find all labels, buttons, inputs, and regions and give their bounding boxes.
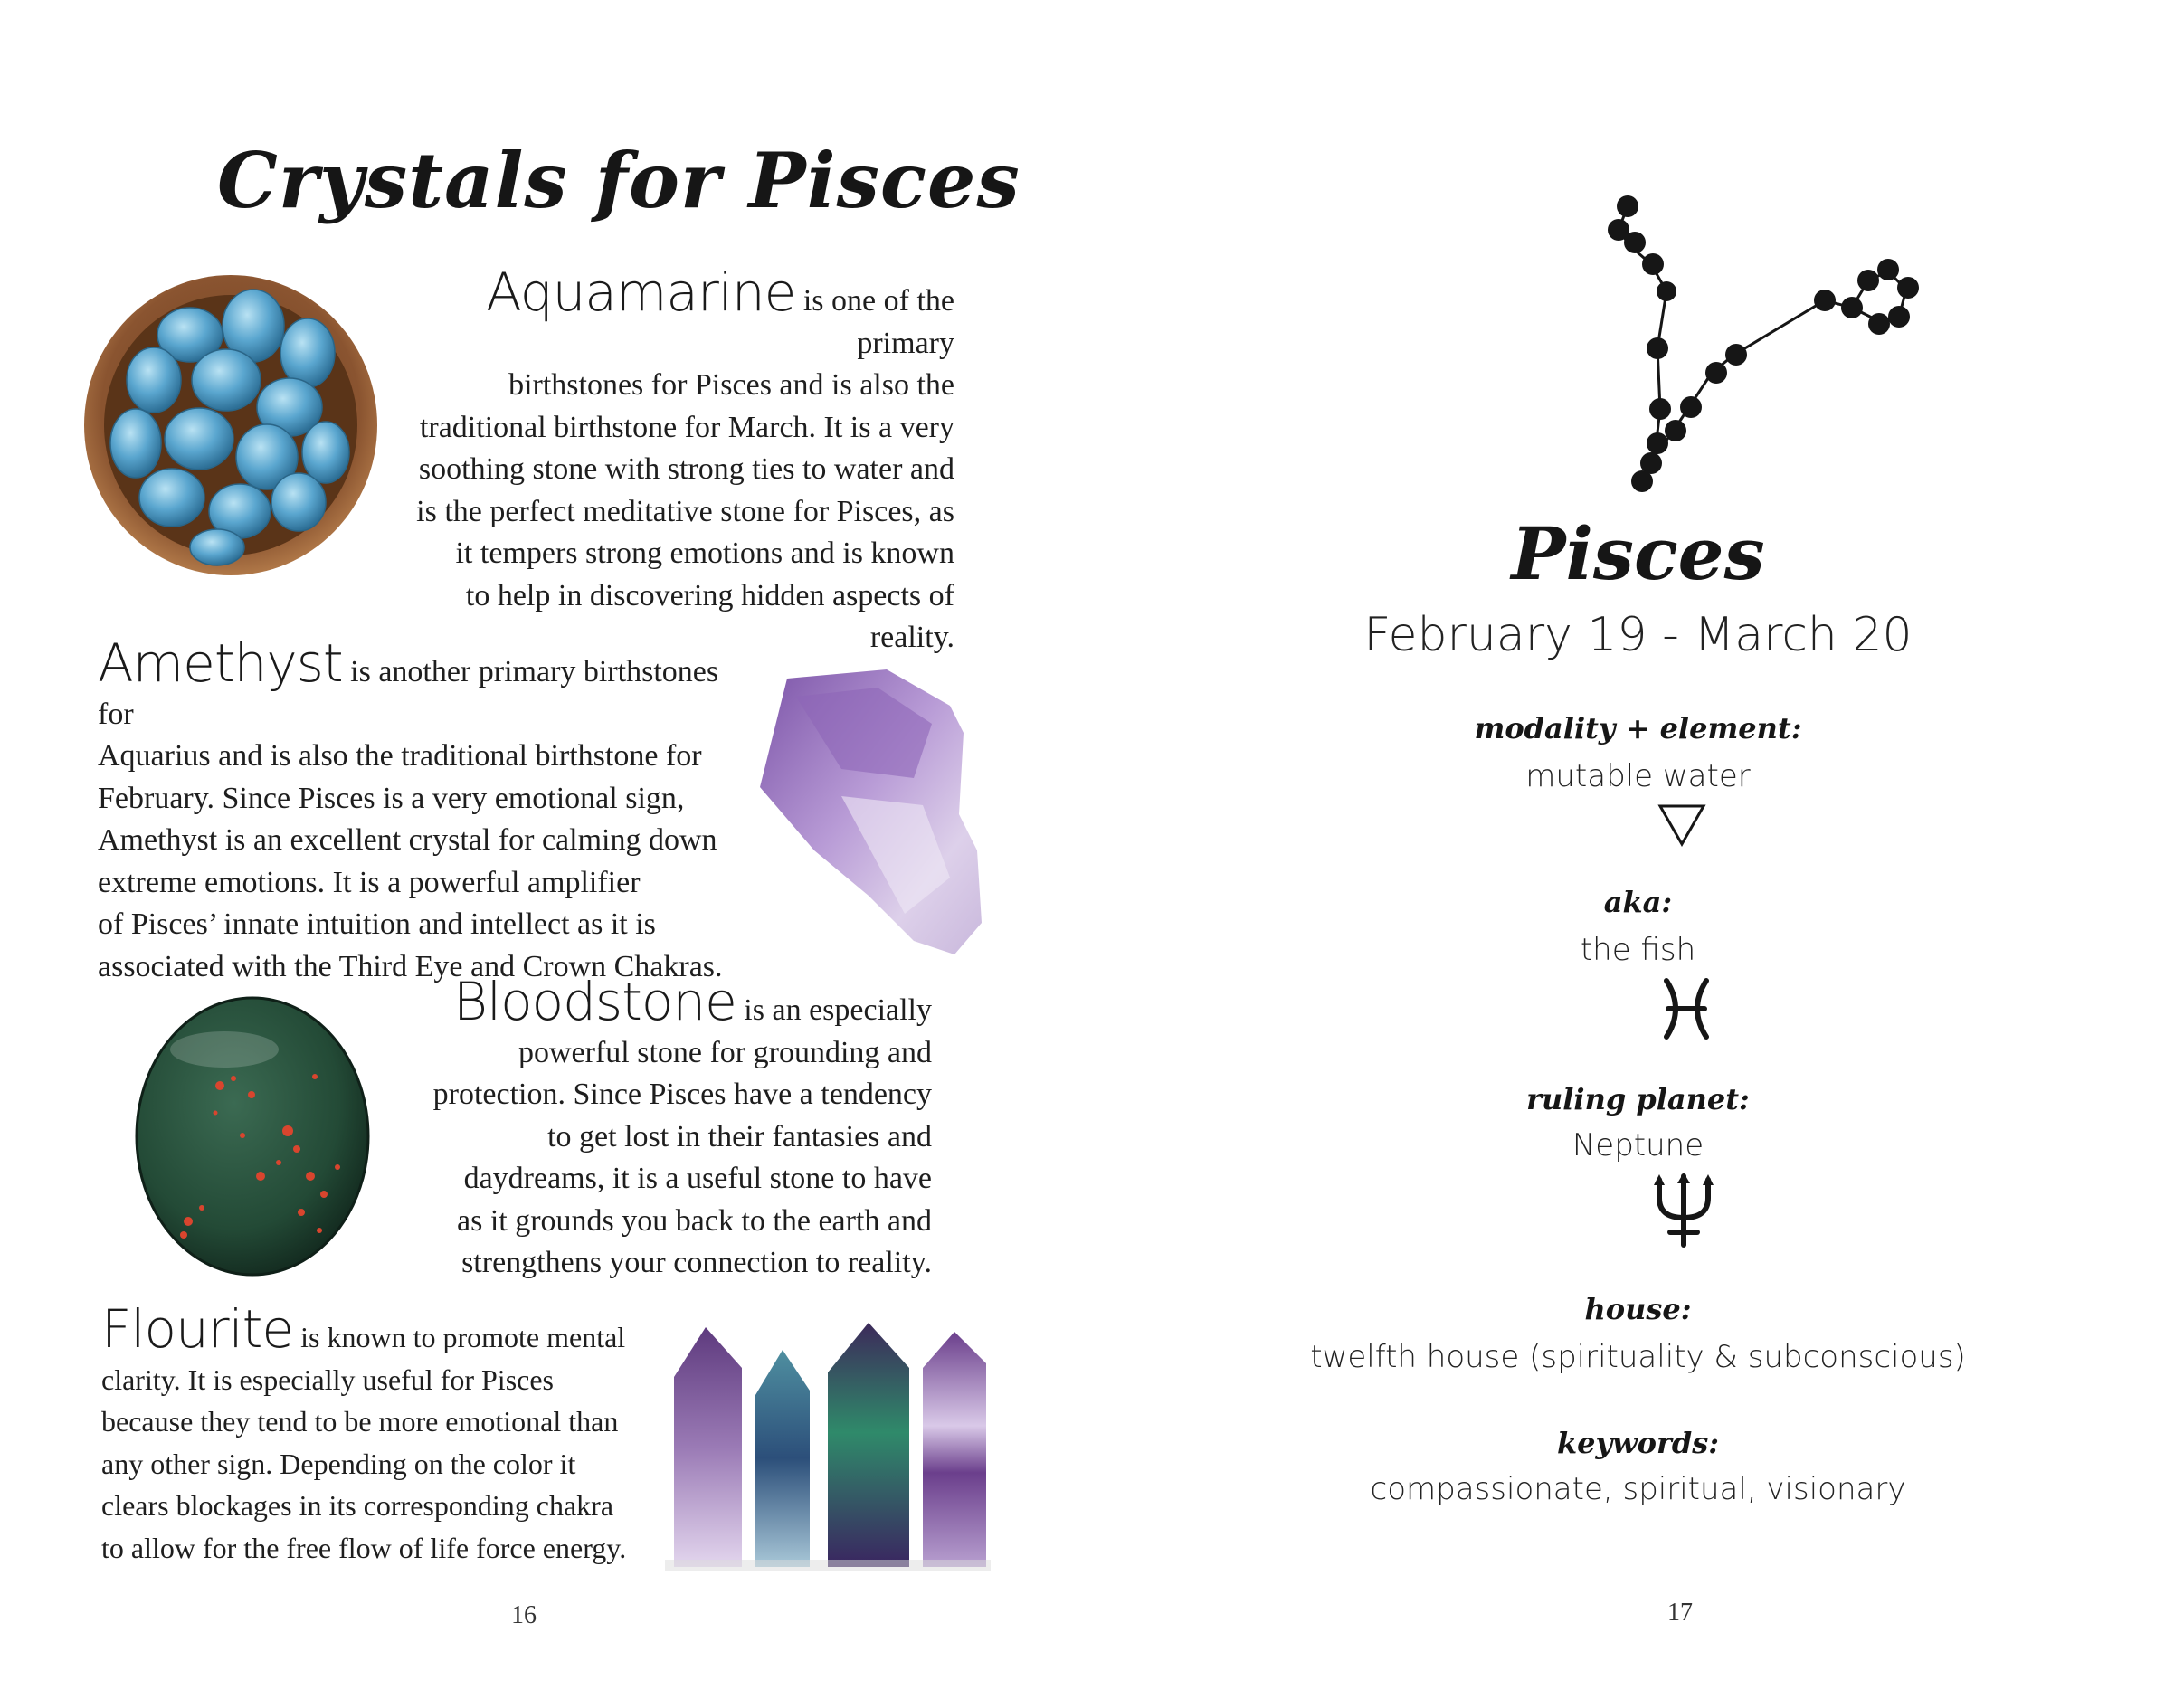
keywords-label: keywords: — [1556, 1426, 1720, 1460]
text-line: is the perfect meditative stone for Pisces, as — [416, 494, 954, 528]
pisces-constellation-icon — [1526, 181, 2087, 507]
sign-dates: February 19 - March 20 — [1363, 608, 1913, 662]
amethyst-image — [760, 669, 995, 959]
flourite-description — [101, 1298, 644, 1569]
text-line: February. Since Pisces is a very emotional sign, — [98, 781, 685, 815]
right-page — [1092, 0, 2184, 1690]
text-line: Aquarius and is also the traditional birthstone for — [98, 739, 702, 773]
text-line: of Pisces’ innate intuition and intellect as it is — [98, 907, 656, 941]
text-line: reality. — [869, 621, 954, 654]
text-line: is an especially — [736, 993, 932, 1027]
text-line: daydreams, it is a useful stone to have — [463, 1162, 932, 1195]
pisces-glyph-icon — [1659, 977, 1714, 1040]
ruling-planet-label: ruling planet: — [1526, 1082, 1750, 1116]
amethyst-description — [98, 632, 749, 988]
bloodstone-description — [425, 971, 932, 1285]
text-line: because they tend to be more emotional than — [101, 1405, 619, 1438]
amethyst-name: Amethyst — [98, 632, 343, 694]
text-line: associated with the Third Eye and Crown Chakras. — [98, 949, 723, 983]
text-line: is one of the primary — [795, 284, 954, 360]
sign-name: Pisces — [1511, 511, 1765, 596]
aquamarine-name: Aquamarine — [486, 261, 796, 323]
text-line: protection. Since Pisces have a tendency — [432, 1078, 932, 1111]
bloodstone-image — [134, 995, 371, 1277]
keywords-value: compassionate, spiritual, visionary — [1370, 1471, 1906, 1507]
ruling-planet-value: Neptune — [1572, 1127, 1704, 1163]
text-line: any other sign. Depending on the color it — [101, 1447, 576, 1480]
text-line: soothing stone with strong ties to water and — [418, 452, 954, 486]
text-line: powerful stone for grounding and — [518, 1035, 932, 1069]
text-line: to allow for the free flow of life force energy. — [101, 1531, 627, 1564]
flourite-image — [665, 1323, 991, 1571]
text-line: is another primary birthstones for — [98, 655, 719, 731]
text-line: birthstones for Pisces and is also the — [508, 368, 954, 402]
bloodstone-name: Bloodstone — [453, 971, 736, 1032]
aquamarine-description — [412, 261, 954, 660]
text-line: clears blockages in its corresponding chakra — [101, 1489, 614, 1522]
text-line: it tempers strong emotions and is known — [455, 536, 954, 570]
constellation-stars — [1608, 195, 1919, 492]
text-line: clarity. It is especially useful for Pisces — [101, 1362, 554, 1396]
modality-label: modality + element: — [1474, 711, 1802, 745]
text-line: extreme emotions. It is a powerful amplifier — [98, 865, 641, 899]
aquamarine-image — [81, 271, 380, 579]
aka-value: the fish — [1580, 932, 1696, 968]
modality-value: mutable water — [1525, 758, 1751, 794]
page-number: 16 — [511, 1601, 537, 1629]
text-line: traditional birthstone for March. It is a very — [419, 410, 954, 444]
flourite-name: Flourite — [101, 1298, 294, 1360]
text-line: is known to promote mental — [293, 1321, 626, 1353]
house-label: house: — [1584, 1292, 1692, 1326]
page-title: Crystals for Pisces — [217, 136, 1021, 225]
text-line: to get lost in their fantasies and — [547, 1119, 932, 1154]
aka-label: aka: — [1603, 885, 1673, 919]
house-value: twelfth house (spirituality & subconscious) — [1310, 1339, 1966, 1375]
text-line: as it grounds you back to the earth and — [457, 1203, 932, 1238]
page-number: 17 — [1667, 1599, 1693, 1627]
water-triangle-icon — [1657, 803, 1706, 847]
text-line: to help in discovering hidden aspects of — [465, 578, 954, 612]
text-line: strengthens your connection to reality. — [461, 1246, 932, 1279]
neptune-glyph-icon — [1654, 1173, 1714, 1249]
text-line: Amethyst is an excellent crystal for calming down — [98, 823, 717, 857]
